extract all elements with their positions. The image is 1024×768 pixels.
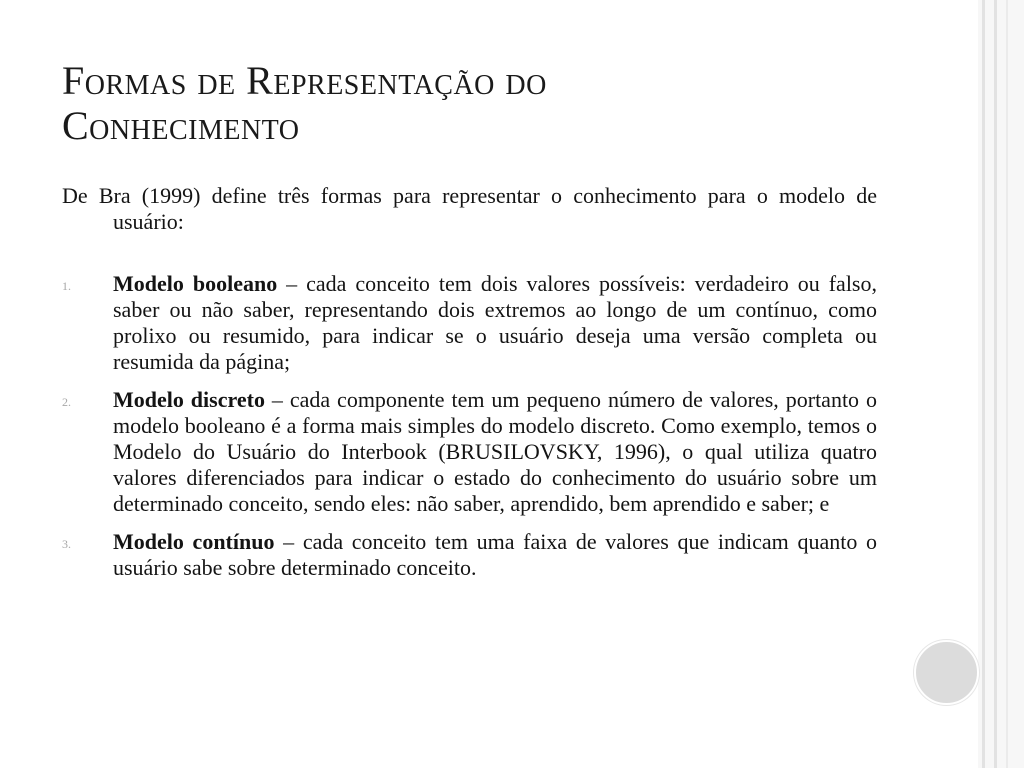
slide-title-line-1: Formas de Representação do xyxy=(62,58,547,103)
list-item-text: – cada conceito tem dois valores possíveis: verdadeiro ou falso, saber ou não saber, representando dois extremos ao longo de um contínuo, como prolixo ou resumido, para indicar se o usuário deseja uma versão completa ou resumida da página; xyxy=(113,271,877,374)
slide-body xyxy=(62,183,877,593)
list-item-number: 1. xyxy=(62,279,71,293)
list-item xyxy=(62,387,877,517)
list-item xyxy=(62,529,877,581)
decorative-line xyxy=(1006,0,1008,768)
list-item-term: Modelo discreto xyxy=(113,387,265,412)
list-item-number: 3. xyxy=(62,537,71,551)
slide-title-line-2: Conhecimento xyxy=(62,103,300,148)
slide-title xyxy=(62,58,882,148)
decorative-line xyxy=(982,0,985,768)
decorative-line xyxy=(994,0,997,768)
list-item-text: – cada conceito tem uma faixa de valores que indicam quanto o usuário sabe sobre determinado conceito. xyxy=(113,529,877,580)
model-list xyxy=(62,271,877,581)
list-item-number: 2. xyxy=(62,395,71,409)
decorative-circle xyxy=(914,640,979,705)
list-item-term: Modelo contínuo xyxy=(113,529,275,554)
list-item-term: Modelo booleano xyxy=(113,271,278,296)
list-item-text: – cada componente tem um pequeno número de valores, portanto o modelo booleano é a forma mais simples do modelo discreto. Como exemplo, temos o Modelo do Usuário do Interbook (BRUSILOVSKY, 1996), o qual utiliza quatro valores diferenciados para indicar o estado do conhecimento do usuário sobre um determinado conceito, sendo eles: não saber, aprendido, bem aprendido e saber; e xyxy=(113,387,877,516)
list-item xyxy=(62,271,877,375)
intro-paragraph: De Bra (1999) define três formas para representar o conhecimento para o modelo de usuário: xyxy=(62,183,877,234)
